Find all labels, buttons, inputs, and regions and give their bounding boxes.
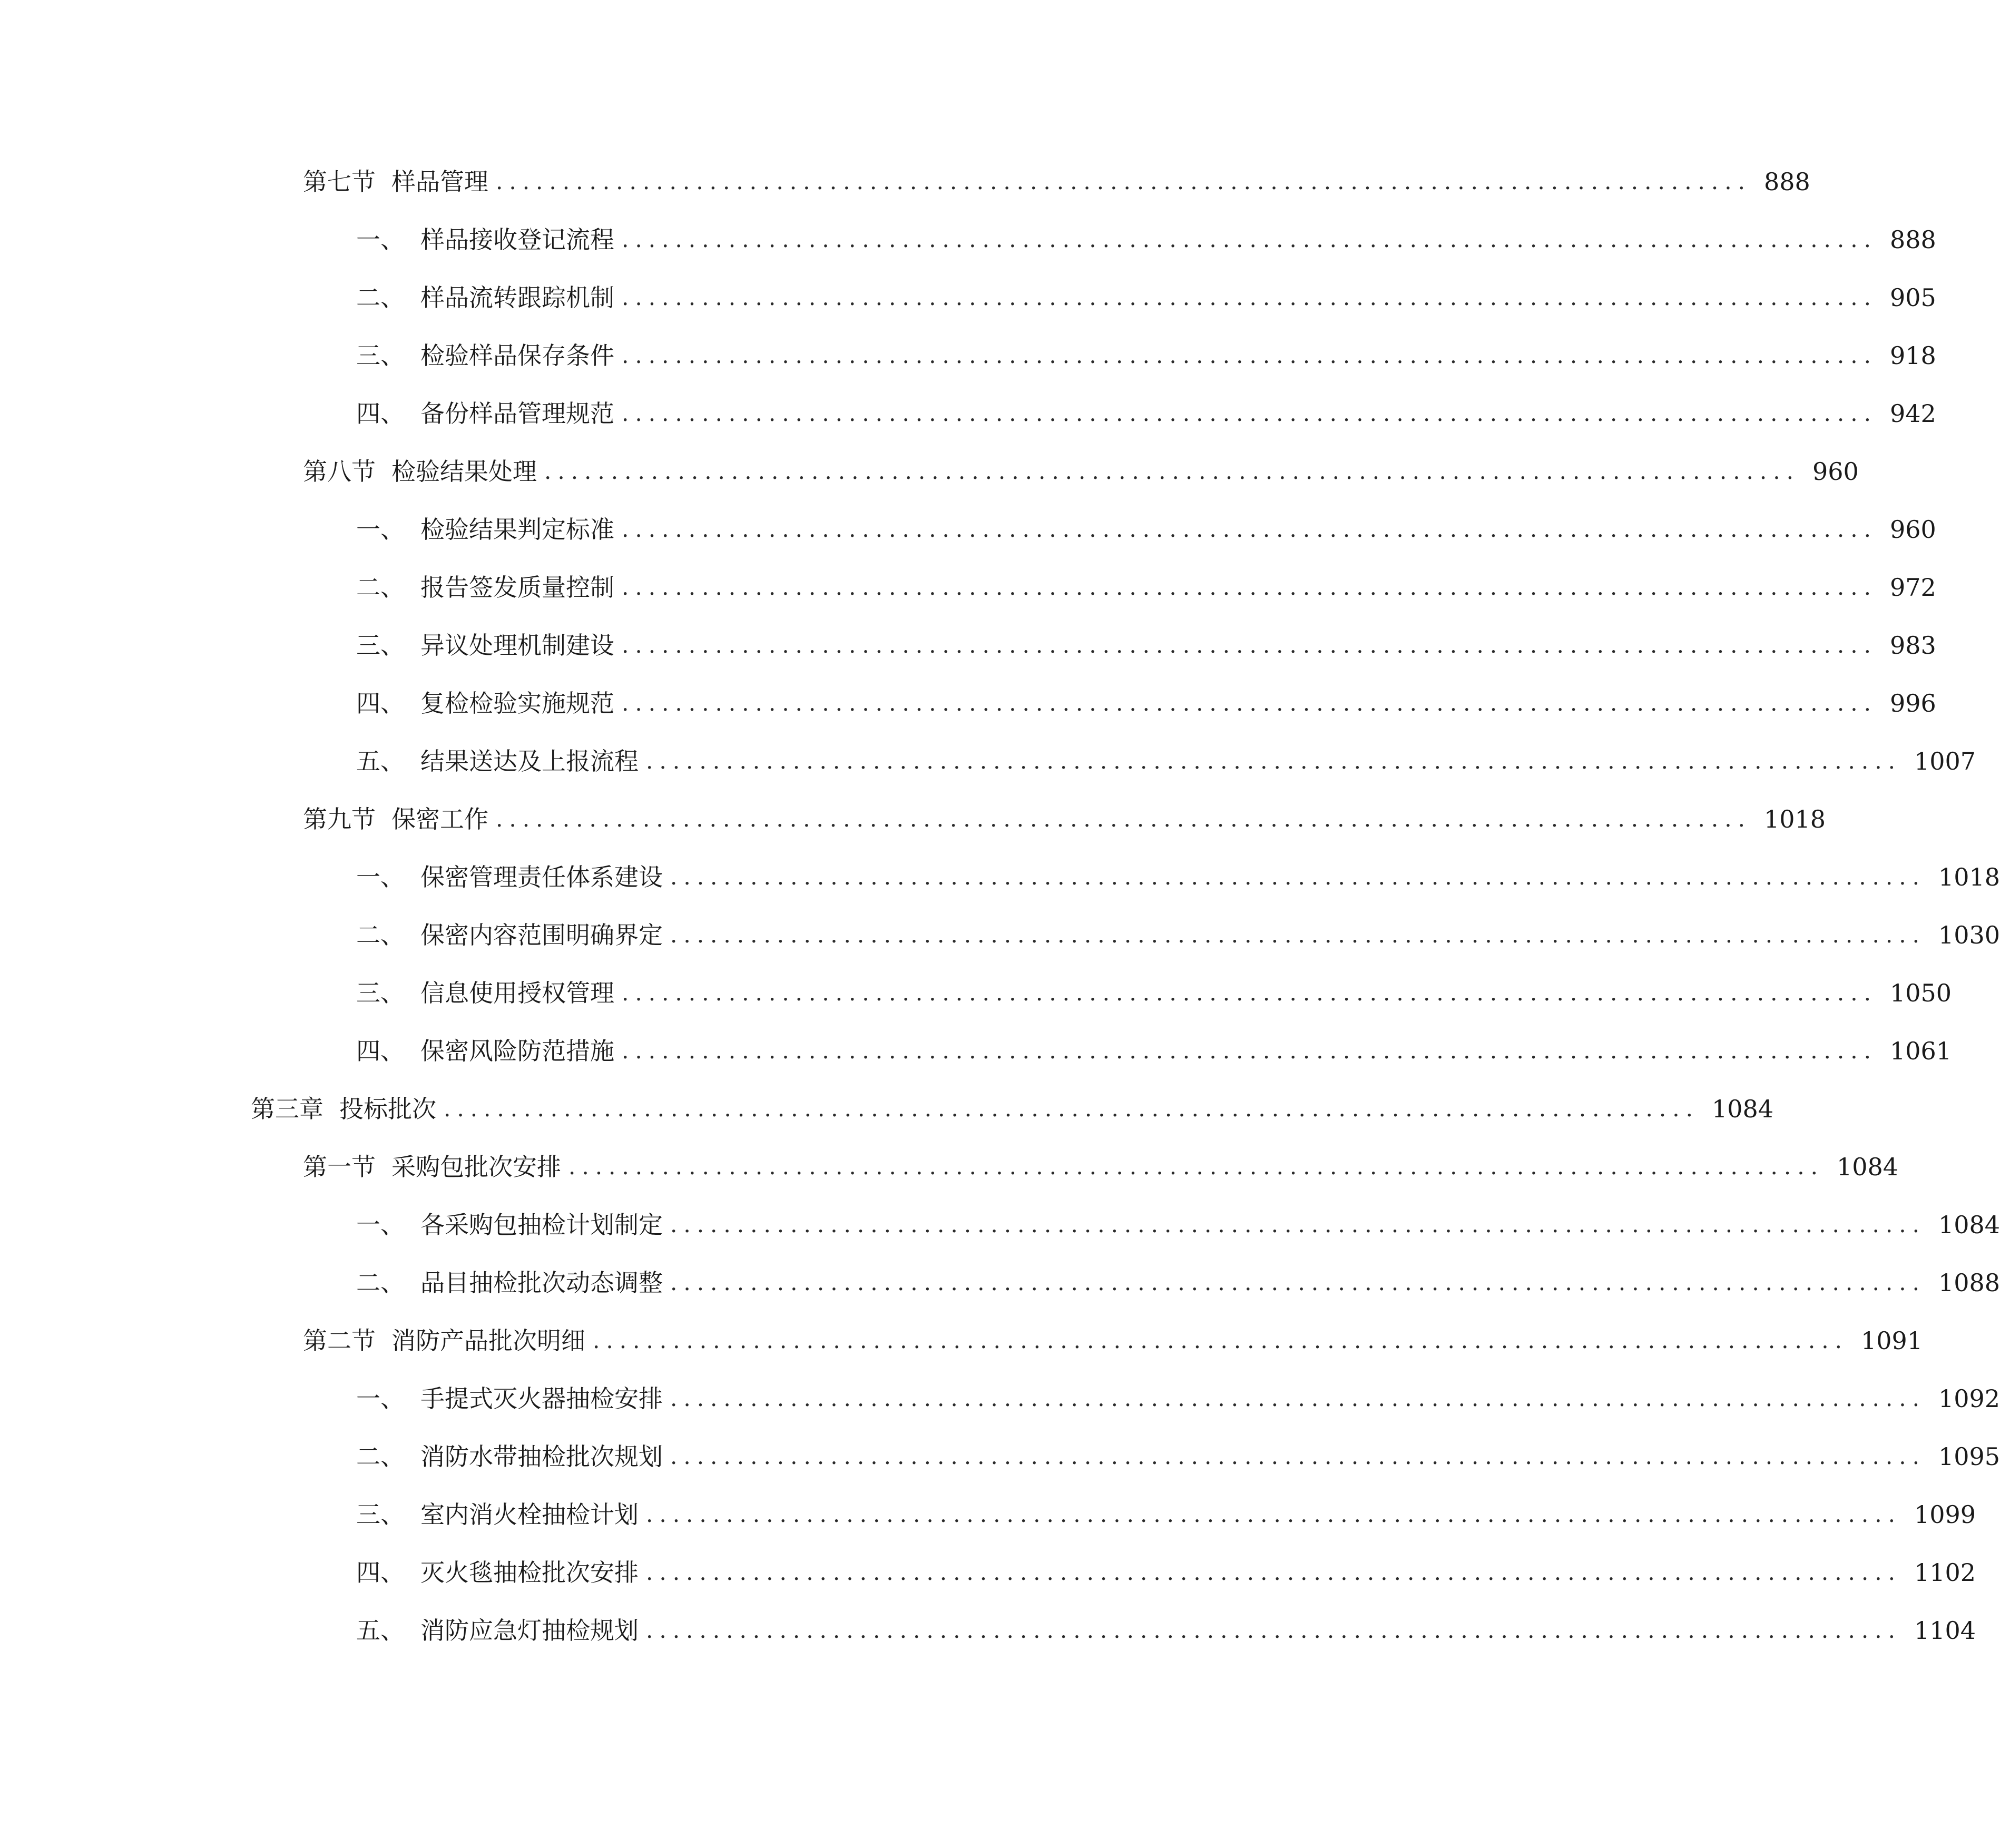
toc-entry-title: 样品管理: [391, 168, 488, 196]
toc-entry[interactable]: [0, 385, 1936, 443]
toc-entry[interactable]: [0, 327, 1936, 385]
toc-entry-title: 各采购包抽检计划制定: [420, 1211, 663, 1239]
toc-entry-title: 采购包批次安排: [391, 1153, 561, 1181]
toc-entry[interactable]: [0, 1601, 1976, 1659]
toc-entry-page-number: 1007: [1914, 747, 1976, 775]
toc-dot-leader: ..............................................................................................: [622, 632, 1877, 658]
toc-entry-page-number: 1099: [1914, 1500, 1976, 1529]
toc-entry-title: 投标批次: [339, 1095, 436, 1123]
toc-dot-leader: ..............................................................................................: [646, 748, 1901, 774]
toc-entry-title: 检验结果处理: [391, 457, 537, 486]
toc-entry[interactable]: [0, 211, 1936, 269]
toc-entry-page-number: 983: [1889, 631, 1936, 660]
toc-dot-leader: ..............................................................................................: [670, 1443, 1926, 1469]
toc-dot-leader: ..............................................................................................: [670, 1385, 1926, 1411]
toc-entry-number: 四、: [356, 689, 405, 717]
toc-entry-title: 检验结果判定标准: [420, 515, 614, 544]
toc-entry-number: 三、: [356, 979, 405, 1007]
toc-entry-number: 第九节: [303, 805, 376, 833]
toc-dot-leader: ..............................................................................................: [622, 516, 1877, 542]
toc-entry-number: 五、: [356, 747, 405, 775]
toc-entry[interactable]: [0, 500, 1936, 558]
toc-entry-page-number: 1084: [1711, 1095, 1774, 1123]
toc-entry-number: 第七节: [303, 168, 376, 196]
toc-entry-number: 五、: [356, 1616, 405, 1645]
toc-entry-title: 保密工作: [391, 805, 488, 833]
toc-entry-title: 消防产品批次明细: [391, 1326, 585, 1355]
toc-entry-page-number: 1084: [1836, 1153, 1899, 1181]
toc-entry-page-number: 905: [1889, 283, 1936, 312]
toc-entry[interactable]: [0, 732, 1976, 790]
toc-entry-number: 一、: [356, 1211, 405, 1239]
toc-entry-title: 消防水带抽检批次规划: [420, 1442, 663, 1471]
toc-entry[interactable]: [0, 1254, 2000, 1312]
toc-dot-leader: ..............................................................................................: [670, 922, 1926, 948]
toc-dot-leader: ..............................................................................................: [496, 169, 1751, 194]
toc-entry-page-number: 1102: [1914, 1558, 1976, 1587]
toc-entry-page-number: 960: [1812, 457, 1859, 486]
toc-entry-title: 灭火毯抽检批次安排: [420, 1558, 639, 1587]
toc-entry-title: 保密管理责任体系建设: [420, 863, 663, 891]
toc-dot-leader: ..............................................................................................: [622, 284, 1877, 310]
toc-entry-number: 第二节: [303, 1326, 376, 1355]
toc-entry[interactable]: [0, 1196, 2000, 1254]
toc-entry-page-number: 888: [1763, 168, 1810, 196]
toc-entry-number: 一、: [356, 515, 405, 544]
toc-entry-number: 第三章: [251, 1095, 323, 1123]
toc-entry-number: 四、: [356, 399, 405, 428]
toc-entry-number: 三、: [356, 341, 405, 370]
toc-entry-page-number: 1030: [1938, 921, 2000, 949]
toc-entry[interactable]: [0, 1022, 1952, 1080]
toc-entry-number: 三、: [356, 631, 405, 660]
toc-entry-number: 四、: [356, 1037, 405, 1065]
toc-entry[interactable]: [0, 848, 2000, 906]
toc-dot-leader: ..............................................................................................: [646, 1559, 1901, 1585]
toc-entry-title: 信息使用授权管理: [420, 979, 614, 1007]
toc-dot-leader: ..............................................................................................: [670, 864, 1926, 890]
toc-entry-page-number: 1061: [1889, 1037, 1952, 1065]
toc-entry[interactable]: [0, 269, 1936, 327]
toc-entry-page-number: 942: [1889, 399, 1936, 428]
toc-entry-page-number: 1018: [1938, 863, 2000, 891]
toc-entry[interactable]: [0, 1080, 1774, 1138]
toc-entry-number: 第八节: [303, 457, 376, 486]
toc-entry-page-number: 918: [1889, 341, 1936, 370]
toc-entry-number: 二、: [356, 573, 405, 602]
toc-entry-page-number: 888: [1889, 225, 1936, 254]
toc-entry[interactable]: [0, 616, 1936, 674]
toc-entry-number: 一、: [356, 863, 405, 891]
toc-entry-title: 保密内容范围明确界定: [420, 921, 663, 949]
toc-entry-title: 检验样品保存条件: [420, 341, 614, 370]
toc-entry-title: 异议处理机制建设: [420, 631, 614, 660]
toc-entry[interactable]: [0, 558, 1936, 616]
toc-dot-leader: ..............................................................................................: [622, 227, 1877, 252]
toc-entry-page-number: 1088: [1938, 1269, 2000, 1297]
toc-entry-number: 一、: [356, 225, 405, 254]
toc-entry[interactable]: [0, 790, 1826, 848]
toc-entry-number: 二、: [356, 1442, 405, 1471]
toc-entry[interactable]: [0, 1312, 1923, 1370]
toc-entry-page-number: 1092: [1938, 1384, 2000, 1413]
toc-entry-page-number: 972: [1889, 573, 1936, 602]
toc-entry-number: 二、: [356, 283, 405, 312]
toc-entry-title: 样品流转跟踪机制: [420, 283, 614, 312]
toc-entry-page-number: 1050: [1889, 979, 1952, 1007]
toc-entry-page-number: 1104: [1914, 1616, 1976, 1645]
toc-entry-number: 第一节: [303, 1153, 376, 1181]
toc-dot-leader: ..............................................................................................: [622, 400, 1877, 426]
toc-entry-number: 二、: [356, 1269, 405, 1297]
toc-entry-title: 室内消火栓抽检计划: [420, 1500, 639, 1529]
toc-dot-leader: ..............................................................................................: [622, 980, 1877, 1006]
toc-dot-leader: ..............................................................................................: [622, 574, 1877, 600]
toc-entry[interactable]: [0, 906, 2000, 964]
toc-dot-leader: ..............................................................................................: [622, 1038, 1877, 1064]
toc-entry-page-number: 1018: [1763, 805, 1826, 833]
toc-entry[interactable]: [0, 443, 1859, 500]
toc-entry-title: 复检检验实施规范: [420, 689, 614, 717]
toc-entry-page-number: 1091: [1860, 1326, 1923, 1355]
toc-entry[interactable]: [0, 1138, 1899, 1196]
toc-dot-leader: ..............................................................................................: [496, 806, 1751, 832]
toc-dot-leader: ..............................................................................................: [670, 1212, 1926, 1237]
toc-entry[interactable]: [0, 153, 1810, 211]
toc-dot-leader: ..............................................................................................: [444, 1096, 1699, 1122]
toc-entry-number: 一、: [356, 1384, 405, 1413]
toc-dot-leader: ..............................................................................................: [670, 1270, 1926, 1295]
toc-dot-leader: ..............................................................................................: [568, 1154, 1824, 1179]
toc-entry-title: 结果送达及上报流程: [420, 747, 639, 775]
toc-entry[interactable]: [0, 964, 1952, 1022]
toc-dot-leader: ..............................................................................................: [646, 1501, 1901, 1527]
toc-entry-number: 二、: [356, 921, 405, 949]
toc-entry-number: 四、: [356, 1558, 405, 1587]
toc-dot-leader: ..............................................................................................: [622, 342, 1877, 368]
toc-entry-title: 保密风险防范措施: [420, 1037, 614, 1065]
toc-entry-title: 备份样品管理规范: [420, 399, 614, 428]
toc-entry[interactable]: [0, 1370, 2000, 1428]
toc-entry[interactable]: [0, 1428, 2000, 1486]
toc-dot-leader: ..............................................................................................: [593, 1328, 1848, 1353]
toc-dot-leader: ..............................................................................................: [622, 690, 1877, 716]
toc-entry-page-number: 1084: [1938, 1211, 2000, 1239]
toc-entry[interactable]: [0, 1544, 1976, 1601]
toc-entry-title: 品目抽检批次动态调整: [420, 1269, 663, 1297]
toc-entry-page-number: 1095: [1938, 1442, 2000, 1471]
toc-entry[interactable]: [0, 1486, 1976, 1544]
toc-entry-title: 报告签发质量控制: [420, 573, 614, 602]
table-of-contents: [0, 153, 2000, 1659]
toc-entry-title: 样品接收登记流程: [420, 225, 614, 254]
toc-entry-page-number: 960: [1889, 515, 1936, 544]
toc-entry-page-number: 996: [1889, 689, 1936, 717]
toc-entry-title: 手提式灭火器抽检安排: [420, 1384, 663, 1413]
toc-entry[interactable]: [0, 674, 1936, 732]
toc-dot-leader: ..............................................................................................: [646, 1617, 1901, 1643]
toc-dot-leader: ..............................................................................................: [544, 458, 1800, 484]
toc-entry-title: 消防应急灯抽检规划: [420, 1616, 639, 1645]
toc-entry-number: 三、: [356, 1500, 405, 1529]
